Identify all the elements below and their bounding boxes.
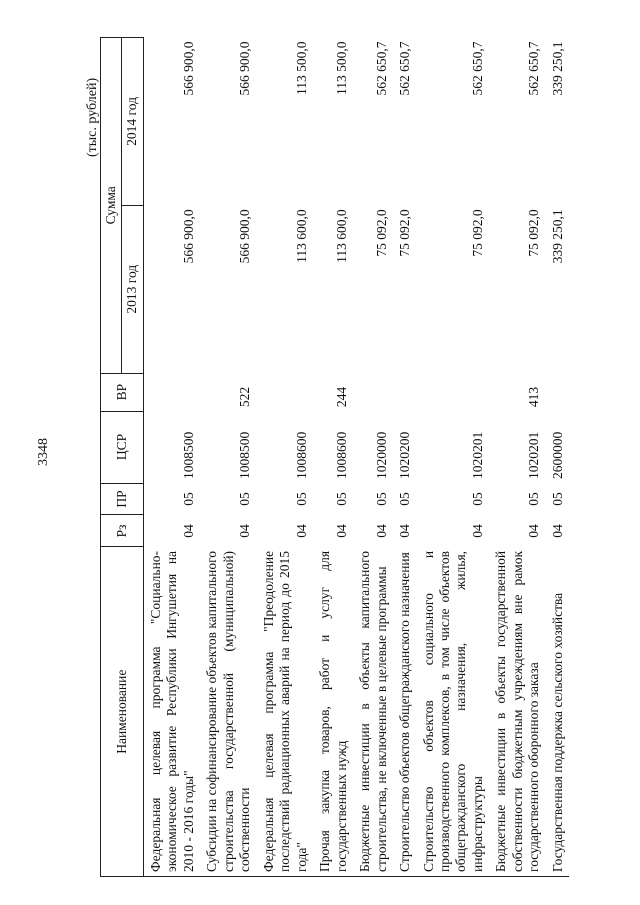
row-vr	[393, 373, 416, 411]
row-sum-2014: 562 650,7	[469, 41, 485, 96]
row-vr	[546, 373, 569, 411]
row-vr: 244	[333, 386, 349, 408]
row-sum-2013: 75 092,0	[526, 209, 542, 257]
table-row	[257, 38, 313, 877]
row-vr: 522	[237, 386, 253, 408]
row-name: Прочая закупка товаров, работ и услуг для государственных нужд	[313, 547, 353, 877]
row-sum-2013: 113 600,0	[293, 209, 309, 263]
row-sum-2013: 75 092,0	[469, 209, 485, 257]
budget-table	[100, 37, 569, 877]
header-2014: 2014 год	[122, 38, 143, 206]
header-vr: ВР	[101, 373, 144, 411]
row-rz: 04	[469, 524, 485, 538]
row-rz: 04	[549, 524, 565, 538]
row-sum-2013: 566 900,0	[237, 209, 253, 264]
row-pr: 05	[293, 492, 309, 506]
row-sum-2014: 339 250,1	[549, 41, 565, 96]
row-rz: 04	[237, 524, 253, 538]
row-name: Бюджетные инвестиции в объекты государственной собственности бюджетным учреждениям вне рамок государственного оборонного заказа	[489, 547, 545, 877]
row-pr: 05	[469, 492, 485, 506]
row-sum-2013: 339 250,1	[549, 209, 565, 264]
row-sum-2014: 566 900,0	[180, 41, 196, 96]
row-name: Государственная поддержка сельского хозяйства	[546, 547, 569, 877]
row-pr: 05	[333, 492, 349, 506]
row-pr: 05	[237, 492, 253, 506]
row-vr	[257, 373, 313, 411]
row-csr: 1008600	[333, 431, 349, 480]
row-name: Бюджетные инвестиции в объекты капитального строительства, не включенные в целевые программы	[353, 547, 393, 877]
table-row	[393, 38, 416, 877]
row-sum-2013: 75 092,0	[397, 209, 413, 257]
table-row	[200, 38, 256, 877]
row-sum-2013: 75 092,0	[373, 209, 389, 257]
row-name: Строительство объектов социального и производственного комплексов, в том числе объектов общегражданского назначения, жилья, инфраструктуры	[417, 547, 490, 877]
row-vr	[417, 373, 490, 411]
table-row	[546, 38, 569, 877]
row-name: Федеральная целевая программа "Социально-экономическое развитие Республики Ингушетия на 2010 - 2016 годы"	[143, 547, 200, 877]
row-pr: 05	[549, 492, 565, 506]
row-sum-2013: 566 900,0	[180, 209, 196, 264]
row-csr: 1020201	[469, 431, 485, 480]
table-row	[489, 38, 545, 877]
row-csr: 1020201	[526, 431, 542, 480]
row-sum-2014: 562 650,7	[397, 41, 413, 96]
row-sum-2014: 113 500,0	[293, 41, 309, 95]
header-name: Наименование	[101, 547, 144, 877]
row-rz: 04	[180, 524, 196, 538]
row-csr: 1008500	[237, 431, 253, 480]
table-body	[143, 38, 569, 877]
row-pr: 05	[373, 492, 389, 506]
header-csr: ЦСР	[101, 411, 144, 483]
header-pr: ПР	[101, 483, 144, 515]
header-sum: Сумма	[101, 38, 122, 374]
row-vr	[143, 373, 200, 411]
row-csr: 1008600	[293, 431, 309, 480]
row-csr: 1020000	[373, 431, 389, 480]
row-vr	[353, 373, 393, 411]
row-csr: 1008500	[180, 431, 196, 480]
row-pr: 05	[180, 492, 196, 506]
row-pr: 05	[397, 492, 413, 506]
unit-note: (тыс. рублей)	[85, 77, 100, 157]
row-rz: 04	[333, 524, 349, 538]
row-rz: 04	[293, 524, 309, 538]
row-sum-2014: 562 650,7	[373, 41, 389, 96]
row-name: Строительство объектов общегражданского назначения	[393, 547, 416, 877]
row-vr: 413	[526, 386, 542, 408]
row-csr: 2600000	[549, 431, 565, 480]
row-sum-2013: 113 600,0	[333, 209, 349, 263]
header-row-1	[101, 38, 122, 877]
row-rz: 04	[397, 524, 413, 538]
table-row	[353, 38, 393, 877]
table-row	[417, 38, 490, 877]
row-sum-2014: 562 650,7	[526, 41, 542, 96]
row-name: Федеральная целевая программа "Преодоление последствий радиационных аварий на период до 2015 года"	[257, 547, 313, 877]
header-rz: Рз	[101, 515, 144, 547]
row-name: Субсидии на софинансирование объектов капитального строительства государственной (муниципальной) собственности	[200, 547, 256, 877]
row-sum-2014: 113 500,0	[333, 41, 349, 95]
page-number: 3348	[36, 438, 51, 466]
row-csr: 1020200	[397, 431, 413, 480]
header-2013: 2013 год	[122, 205, 143, 373]
row-rz: 04	[526, 524, 542, 538]
table-row	[143, 38, 200, 877]
table-row	[313, 38, 353, 877]
row-rz: 04	[373, 524, 389, 538]
row-pr: 05	[526, 492, 542, 506]
row-sum-2014: 566 900,0	[237, 41, 253, 96]
